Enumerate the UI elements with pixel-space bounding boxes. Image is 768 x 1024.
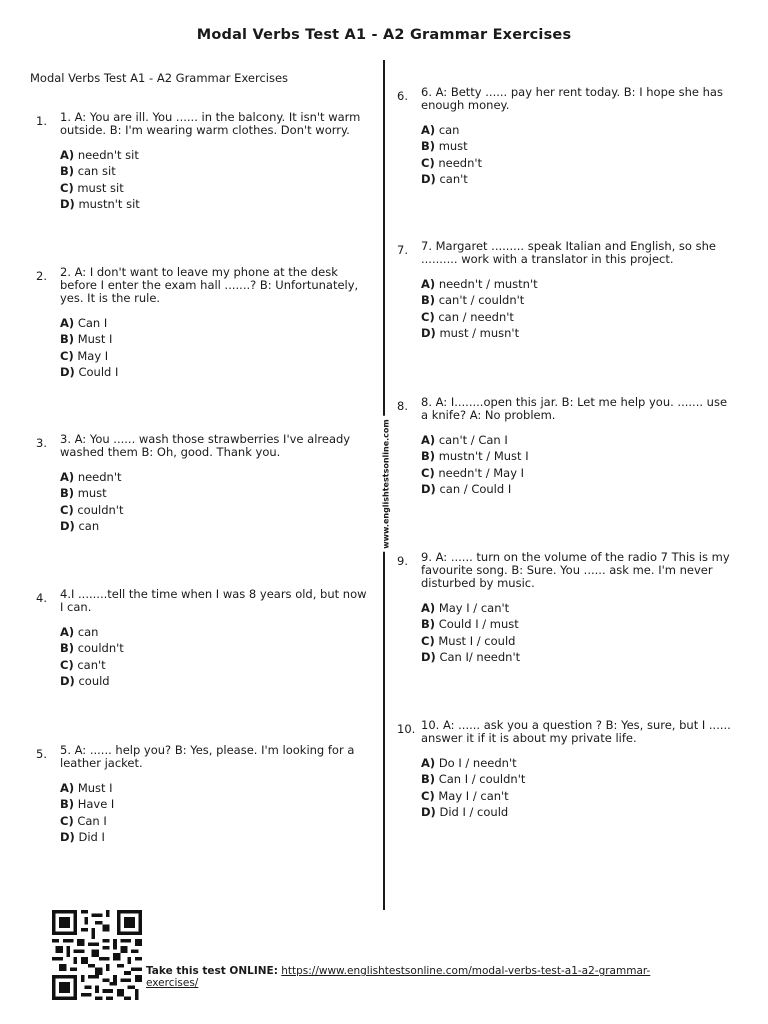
option-text: can sit	[77, 164, 116, 179]
option-b[interactable]	[421, 773, 736, 786]
option-d[interactable]	[421, 483, 736, 496]
option-text: could	[78, 674, 110, 689]
question-number: 5.	[36, 747, 47, 761]
option-letter: A)	[421, 756, 436, 770]
option-letter: C)	[421, 155, 435, 170]
option-letter: B)	[421, 449, 436, 464]
option-letter: D)	[60, 830, 75, 845]
footer-label: Take this test ONLINE:	[146, 965, 278, 977]
option-b[interactable]	[421, 294, 736, 307]
option-b[interactable]	[60, 487, 370, 500]
option-c[interactable]	[421, 157, 736, 170]
option-letter: D)	[421, 482, 436, 497]
option-letter: D)	[421, 172, 436, 187]
question-5	[36, 743, 370, 848]
option-text: Did I / could	[439, 805, 509, 820]
option-text: can't / Can I	[438, 433, 508, 447]
option-text: must / musn't	[439, 326, 520, 341]
question-text: 9. A: ...... turn on the volume of the radio 7 This is my favourite song. B: Sure. You ...... ask me. I'm never disturbed by music.	[421, 550, 730, 590]
option-text: Must I / could	[438, 633, 516, 648]
option-c[interactable]	[421, 635, 736, 648]
question-text: 1. A: You are ill. You ...... in the balcony. It isn't warm outside. B: I'm wearing warm clothes. Don't worry.	[60, 110, 361, 137]
option-letter: A)	[421, 123, 436, 137]
question-text: 2. A: I don't want to leave my phone at the desk before I enter the exam hall .......? B: Unfortunately, yes. It is the rule.	[60, 265, 359, 305]
option-letter: A)	[60, 625, 75, 639]
option-letter: D)	[60, 674, 75, 689]
question-2	[36, 265, 370, 383]
option-letter: D)	[421, 805, 436, 820]
option-text: Can I	[77, 316, 108, 330]
option-b[interactable]	[421, 140, 736, 153]
option-text: needn't	[438, 155, 483, 170]
option-text: Could I / must	[438, 617, 519, 632]
option-letter: D)	[421, 326, 436, 341]
option-text: can	[438, 123, 460, 137]
option-list	[60, 317, 370, 379]
option-letter: B)	[421, 139, 436, 154]
question-text: 6. A: Betty ...... pay her rent today. B: I hope she has enough money.	[421, 85, 723, 112]
question-text: 7. Margaret ......... speak Italian and English, so she .......... work with a translator in this project.	[421, 239, 716, 266]
page-subtitle: Modal Verbs Test A1 - A2 Grammar Exercises	[30, 71, 289, 85]
option-d[interactable]	[60, 520, 370, 533]
option-letter: A)	[60, 316, 75, 330]
footer	[146, 965, 676, 989]
option-text: needn't / mustn't	[438, 277, 538, 291]
option-text: needn't / May I	[438, 465, 525, 480]
question-number: 1.	[36, 114, 47, 128]
option-d[interactable]	[60, 675, 370, 688]
question-number: 8.	[397, 399, 408, 413]
option-letter: C)	[60, 180, 74, 195]
option-d[interactable]	[421, 327, 736, 340]
option-text: can / needn't	[438, 309, 514, 324]
option-text: Can I	[77, 813, 107, 828]
qr-code-icon	[52, 910, 142, 1000]
option-c[interactable]	[60, 659, 370, 672]
option-d[interactable]	[60, 366, 370, 379]
question-1	[36, 110, 370, 215]
question-9	[397, 550, 736, 668]
option-list	[421, 434, 736, 496]
option-text: Can I / couldn't	[438, 772, 526, 787]
option-letter: C)	[421, 465, 435, 480]
question-number: 3.	[36, 436, 47, 450]
option-c[interactable]	[60, 815, 370, 828]
question-number: 6.	[397, 89, 408, 103]
question-number: 10.	[397, 722, 416, 736]
option-letter: B)	[60, 164, 75, 179]
option-letter: A)	[60, 148, 75, 162]
option-letter: B)	[421, 617, 436, 632]
option-text: mustn't sit	[78, 197, 140, 212]
question-4	[36, 587, 370, 692]
question-10	[397, 718, 736, 823]
option-b[interactable]	[421, 618, 736, 631]
question-number: 9.	[397, 554, 408, 568]
option-a[interactable]	[60, 149, 370, 162]
option-list	[60, 782, 370, 844]
option-b[interactable]	[421, 450, 736, 463]
option-text: Did I	[78, 830, 105, 845]
option-letter: A)	[60, 781, 75, 795]
option-letter: D)	[60, 519, 75, 534]
option-text: must sit	[77, 180, 124, 195]
option-c[interactable]	[60, 182, 370, 195]
option-a[interactable]	[421, 757, 736, 770]
option-list	[421, 757, 736, 819]
question-text: 4.I ........tell the time when I was 8 years old, but now I can.	[60, 587, 367, 614]
option-text: Can I/ needn't	[439, 650, 521, 665]
option-text: Must I	[77, 781, 113, 795]
option-a[interactable]	[60, 317, 370, 330]
option-a[interactable]	[421, 602, 736, 615]
option-d[interactable]	[60, 198, 370, 211]
option-text: couldn't	[77, 502, 124, 517]
option-letter: B)	[60, 332, 75, 347]
option-d[interactable]	[421, 651, 736, 664]
option-a[interactable]	[60, 782, 370, 795]
question-text: 10. A: ...... ask you a question ? B: Yes, sure, but I ...... answer it if it is about my private life.	[421, 718, 731, 745]
option-text: can	[78, 519, 100, 534]
option-text: Could I	[78, 365, 119, 380]
option-letter: C)	[421, 788, 435, 803]
option-letter: B)	[421, 772, 436, 787]
option-letter: D)	[421, 650, 436, 665]
option-text: May I	[77, 348, 109, 363]
option-letter: C)	[60, 502, 74, 517]
option-text: Do I / needn't	[438, 756, 517, 770]
option-c[interactable]	[60, 504, 370, 517]
option-list	[421, 602, 736, 664]
option-text: can't	[439, 172, 468, 187]
question-8	[397, 395, 736, 500]
option-letter: B)	[60, 641, 75, 656]
option-text: Have I	[77, 797, 115, 812]
option-a[interactable]	[60, 471, 370, 484]
option-list	[421, 124, 736, 186]
option-text: can't	[77, 657, 106, 672]
option-text: can / Could I	[439, 482, 512, 497]
option-d[interactable]	[421, 173, 736, 186]
option-a[interactable]	[60, 626, 370, 639]
option-c[interactable]	[421, 311, 736, 324]
option-text: May I / can't	[438, 601, 510, 615]
question-3	[36, 432, 370, 537]
option-b[interactable]	[60, 333, 370, 346]
option-b[interactable]	[60, 798, 370, 811]
option-a[interactable]	[421, 434, 736, 447]
option-text: couldn't	[77, 641, 124, 656]
option-list	[60, 149, 370, 211]
option-letter: A)	[421, 433, 436, 447]
option-letter: C)	[60, 657, 74, 672]
option-d[interactable]	[60, 831, 370, 844]
option-letter: C)	[60, 813, 74, 828]
question-number: 7.	[397, 243, 408, 257]
option-text: Must I	[77, 332, 113, 347]
option-text: needn't sit	[77, 148, 139, 162]
question-6	[397, 85, 736, 190]
option-text: must	[77, 486, 107, 501]
option-text: must	[438, 139, 468, 154]
option-letter: C)	[421, 633, 435, 648]
option-text: can	[77, 625, 99, 639]
question-text: 3. A: You ...... wash those strawberries I've already washed them B: Oh, good. Thank you.	[60, 432, 351, 459]
test-online-link[interactable]: https://www.englishtestsonline.com/modal-verbs-test-a1-a2-grammar-exercises/	[146, 965, 651, 989]
option-d[interactable]	[421, 806, 736, 819]
option-b[interactable]	[60, 165, 370, 178]
option-letter: B)	[60, 797, 75, 812]
option-letter: A)	[421, 601, 436, 615]
option-c[interactable]	[60, 350, 370, 363]
option-list	[421, 278, 736, 340]
option-text: May I / can't	[438, 788, 509, 803]
option-list	[60, 626, 370, 688]
option-c[interactable]	[421, 467, 736, 480]
option-letter: B)	[60, 486, 75, 501]
option-a[interactable]	[421, 278, 736, 291]
question-number: 2.	[36, 269, 47, 283]
option-a[interactable]	[421, 124, 736, 137]
option-b[interactable]	[60, 642, 370, 655]
option-list	[60, 471, 370, 533]
option-letter: A)	[60, 470, 75, 484]
page-title: Modal Verbs Test A1 - A2 Grammar Exercises	[196, 27, 572, 43]
option-text: can't / couldn't	[438, 293, 525, 308]
option-letter: A)	[421, 277, 436, 291]
side-url-text: www.englishtestsonline.com	[382, 416, 391, 552]
question-text: 5. A: ...... help you? B: Yes, please. I'm looking for a leather jacket.	[60, 743, 355, 770]
option-text: needn't	[77, 470, 122, 484]
question-number: 4.	[36, 591, 47, 605]
question-text: 8. A: I........open this jar. B: Let me help you. ....... use a knife? A: No problem.	[421, 395, 728, 422]
option-c[interactable]	[421, 790, 736, 803]
option-letter: B)	[421, 293, 436, 308]
option-text: mustn't / Must I	[438, 449, 529, 464]
option-letter: D)	[60, 365, 75, 380]
question-7	[397, 239, 736, 344]
option-letter: C)	[421, 309, 435, 324]
option-letter: D)	[60, 197, 75, 212]
option-letter: C)	[60, 348, 74, 363]
